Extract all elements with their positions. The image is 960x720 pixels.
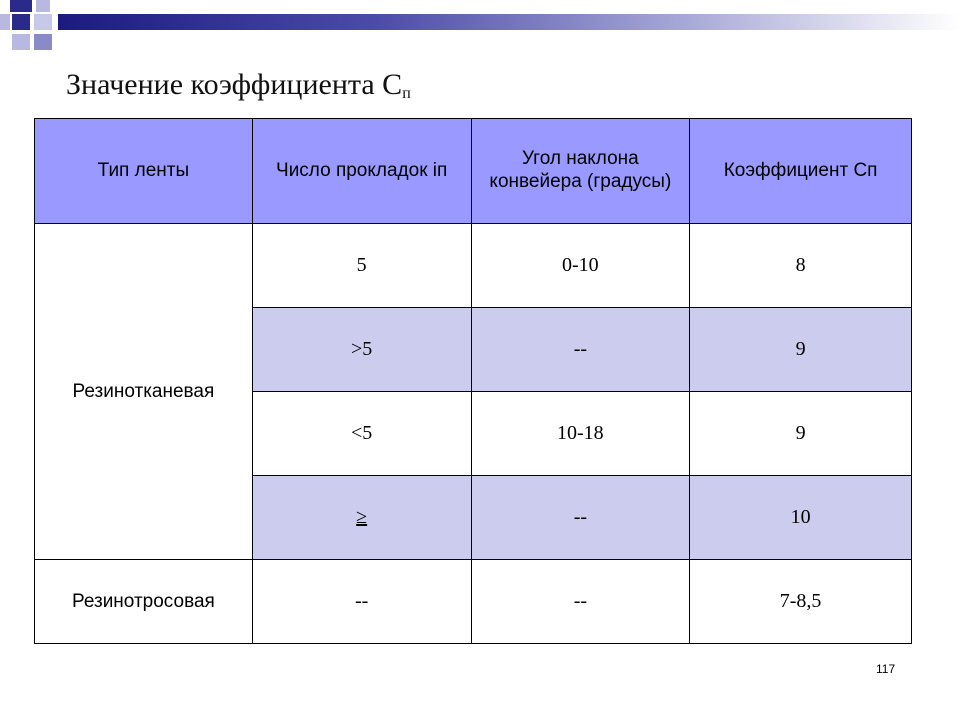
belt-type-cell: Резинотканевая bbox=[35, 224, 253, 560]
coefficient-cell: 10 bbox=[690, 476, 912, 560]
table-row bbox=[35, 224, 912, 308]
plies-cell: <5 bbox=[252, 392, 471, 476]
table-row bbox=[35, 560, 912, 644]
angle-cell: -- bbox=[471, 308, 690, 392]
coefficient-table bbox=[34, 118, 912, 644]
header-coefficient: Коэффициент Сп bbox=[690, 119, 912, 224]
page-number: 117 bbox=[876, 662, 896, 676]
angle-cell: -- bbox=[471, 476, 690, 560]
coefficient-cell: 9 bbox=[690, 308, 912, 392]
plies-cell: >5 bbox=[252, 308, 471, 392]
angle-cell: 0-10 bbox=[471, 224, 690, 308]
coefficient-cell: 7-8,5 bbox=[690, 560, 912, 644]
header-belt-type: Тип ленты bbox=[35, 119, 253, 224]
plies-cell: 5 bbox=[252, 224, 471, 308]
table-header-row bbox=[35, 119, 912, 224]
header-angle: Угол наклона конвейера (градусы) bbox=[471, 119, 690, 224]
coefficient-cell: 9 bbox=[690, 392, 912, 476]
plies-cell: -- bbox=[252, 560, 471, 644]
angle-cell: -- bbox=[471, 560, 690, 644]
slide-title: Значение коэффициента $С_п$ bbox=[66, 68, 411, 102]
decorative-squares bbox=[0, 0, 80, 60]
plies-cell bbox=[252, 476, 471, 560]
angle-cell: 10-18 bbox=[471, 392, 690, 476]
plies-value: ≥ bbox=[356, 506, 368, 528]
header-gradient-bar bbox=[58, 14, 960, 30]
coefficient-cell: 8 bbox=[690, 224, 912, 308]
belt-type-cell: Резинотросовая bbox=[35, 560, 253, 644]
header-plies: Число прокладок iп bbox=[252, 119, 471, 224]
